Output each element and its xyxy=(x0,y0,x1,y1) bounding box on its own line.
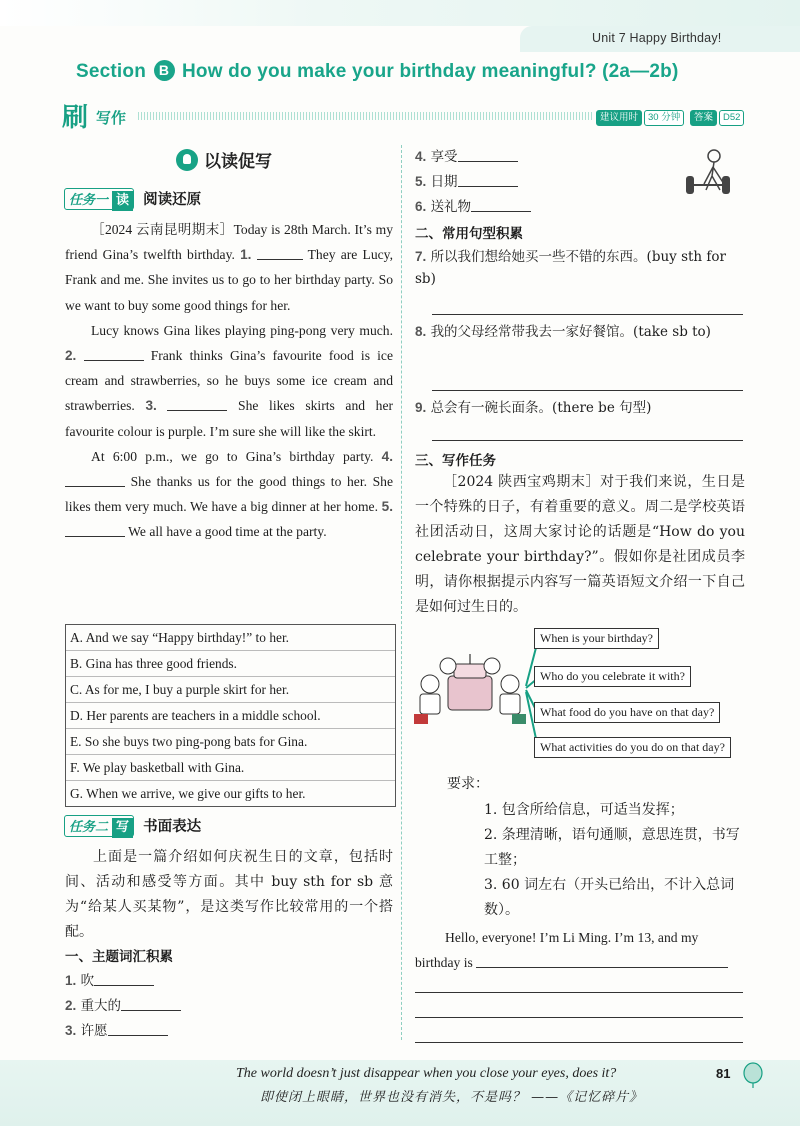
answer-blank[interactable] xyxy=(458,172,518,187)
section-question: How do you make your birthday meaningful? xyxy=(182,61,597,82)
answer-blank[interactable] xyxy=(121,996,181,1011)
requirements-heading: 要求： xyxy=(447,776,489,792)
column-divider xyxy=(401,145,402,1040)
option-item: G. When we arrive, we give our gifts to her. xyxy=(70,786,306,801)
section-letter-badge: B xyxy=(154,60,175,81)
sentence-heading: 二、常用句型积累 xyxy=(415,226,523,242)
task2-number: 任务二 xyxy=(69,820,109,835)
passage-paragraph-1 xyxy=(65,217,393,318)
task1-type: 读 xyxy=(112,191,133,211)
mind-map-question: What food do you have on that day? xyxy=(534,702,720,723)
brush-char: 刷 xyxy=(62,103,89,133)
mind-map-question: When is your birthday? xyxy=(534,628,659,649)
blank-number: 4. xyxy=(381,448,393,464)
item-number: 2. xyxy=(65,998,77,1013)
essay-line[interactable] xyxy=(415,1017,743,1018)
requirement-item: 2. 条理清晰，语句通顺，意思连贯，书写工整； xyxy=(484,827,740,868)
answer-line[interactable] xyxy=(432,440,743,441)
task2-type: 写 xyxy=(112,818,133,838)
item-number: 7. xyxy=(415,249,427,264)
task1-name: 阅读还原 xyxy=(143,191,202,208)
footer-quote-en: The world doesn’t just disappear when you close your eyes, does it? xyxy=(236,1066,617,1081)
item-text: 所以我们想给她买一些不错的东西。(buy sth for sb) xyxy=(415,249,726,287)
passage xyxy=(65,217,393,545)
item-number: 4. xyxy=(415,149,427,164)
read-heading-text: 以读促写 xyxy=(204,152,272,172)
option-item: F. We play basketball with Gina. xyxy=(66,755,395,781)
item-text: 日期 xyxy=(430,174,458,190)
answer-tag-label: 答案 xyxy=(690,110,717,126)
weightlifter-icon xyxy=(668,140,746,202)
option-item: C. As for me, I buy a purple skirt for her. xyxy=(66,677,395,703)
time-tag-label: 建议用时 xyxy=(596,110,642,126)
blank-line[interactable] xyxy=(65,522,125,537)
blank-line[interactable] xyxy=(257,245,303,260)
blank-line[interactable] xyxy=(84,346,144,361)
answer-blank[interactable] xyxy=(458,147,518,162)
option-item: B. Gina has three good friends. xyxy=(66,651,395,677)
blank-line[interactable] xyxy=(167,396,227,411)
passage-text: Lucy knows Gina likes playing ping-pong very much. xyxy=(91,322,393,338)
task2-name: 书面表达 xyxy=(143,818,202,835)
brush-label: 写作 xyxy=(96,109,127,127)
option-item: A. And we say “Happy birthday!” to her. xyxy=(66,625,395,651)
answer-blank[interactable] xyxy=(94,971,154,986)
mind-map-question: What activities do you do on that day? xyxy=(534,737,731,758)
item-number: 9. xyxy=(415,400,427,415)
option-item: D. Her parents are teachers in a middle school. xyxy=(66,703,395,729)
passage-text: She thanks us for the good things to her. She likes them very much. We have a big dinner at her home. xyxy=(65,474,393,515)
task1-header xyxy=(64,188,201,210)
vocab-item xyxy=(415,171,518,193)
mind-map-question: Who do you celebrate it with? xyxy=(534,666,691,687)
passage-text: We all have a good time at the party. xyxy=(128,524,327,540)
intro-text: 上面是一篇介绍如何庆祝生日的文章，包括时间、活动和感受等方面。其中 buy sth for sb 意为“给某人买某物”，是这类写作比较常用的一个搭配。 xyxy=(65,849,393,940)
blank-number: 5. xyxy=(381,499,393,515)
item-number: 5. xyxy=(415,174,427,189)
passage-text: At 6:00 p.m., we go to Gina’s birthday party. xyxy=(91,448,374,464)
answer-line[interactable] xyxy=(432,390,743,391)
item-number: 3. xyxy=(65,1023,77,1038)
drop-icon xyxy=(176,149,198,171)
item-text: 吹 xyxy=(80,973,95,989)
item-text: 许愿 xyxy=(80,1023,108,1039)
option-item: E. So she buys two ping-pong bats for Gina. xyxy=(66,729,395,755)
passage-text: Frank thinks Gina’s favourite food is ice cream and strawberries, so he buys some ice cream and strawberries. xyxy=(65,348,393,414)
item-text: 我的父母经常带我去一家好餐馆。(take sb to) xyxy=(430,324,711,340)
read-heading xyxy=(176,147,272,172)
writing-prompt xyxy=(415,470,745,620)
item-text: 享受 xyxy=(430,149,458,165)
answer-blank[interactable] xyxy=(108,1021,168,1036)
answer-line[interactable] xyxy=(432,314,743,315)
requirement-item: 1. 包含所给信息，可适当发挥； xyxy=(484,802,684,818)
vocab-item xyxy=(415,196,531,218)
passage-paragraph-2 xyxy=(65,318,393,444)
answer-tag-value: D52 xyxy=(719,110,744,126)
blank-number: 2. xyxy=(65,348,77,364)
item-number: 1. xyxy=(65,973,77,988)
item-number: 6. xyxy=(415,199,427,214)
essay-start xyxy=(415,925,745,975)
vocab-item xyxy=(65,1020,168,1042)
sentence-item xyxy=(415,246,745,290)
footer-quote-zh: 即使闭上眼睛，世界也没有消失，不是吗？ ——《记忆碎片》 xyxy=(260,1090,644,1105)
sentence-item xyxy=(415,321,745,343)
passage-paragraph-3 xyxy=(65,444,393,545)
vocab-item xyxy=(415,146,518,168)
task1-badge xyxy=(64,188,134,210)
page-number: 81 xyxy=(716,1066,731,1081)
essay-start-text: birthday is xyxy=(415,955,473,970)
essay-line[interactable] xyxy=(415,992,743,993)
blank-number: 3. xyxy=(145,398,157,414)
vocab-item xyxy=(65,995,181,1017)
task2-header xyxy=(64,815,201,837)
passage-text: Today is 28th March. It’s my friend Gina’s twelfth birthday. xyxy=(65,222,393,263)
essay-start-line: Hello, everyone! I’m Li Ming. I’m 13, and my xyxy=(445,930,699,945)
essay-start-line2 xyxy=(415,950,745,975)
passage-source: ［2024 云南昆明期末］ xyxy=(91,222,234,237)
unit-label: Unit 7 Happy Birthday! xyxy=(592,31,722,45)
sentence-item xyxy=(415,397,745,419)
vocab-heading: 一、主题词汇积累 xyxy=(65,949,173,965)
banner-divider xyxy=(138,112,593,120)
essay-blank[interactable] xyxy=(476,953,728,968)
requirement-item: 3. 60 词左右（开头已给出，不计入总词数）。 xyxy=(484,877,735,918)
section-prefix: Section xyxy=(76,61,147,82)
top-decoration xyxy=(0,0,800,26)
section-range: (2a—2b) xyxy=(602,61,679,82)
time-tag-value: 30 分钟 xyxy=(644,110,684,126)
options-box xyxy=(65,624,396,807)
item-number: 8. xyxy=(415,324,427,339)
essay-line[interactable] xyxy=(415,1042,743,1043)
passage-text: They are Lucy, Frank and me. She invites us to go to her birthday party. So we want to buy some good things for her. xyxy=(65,247,393,313)
answer-blank[interactable] xyxy=(471,197,531,212)
task2-badge xyxy=(64,815,134,837)
item-text: 重大的 xyxy=(80,998,122,1014)
prompt-source: ［2024 陕西宝鸡期末］ xyxy=(443,474,601,490)
birthday-party-illustration xyxy=(408,626,538,756)
item-text: 送礼物 xyxy=(430,199,472,215)
blank-number: 1. xyxy=(240,247,252,263)
task1-number: 任务一 xyxy=(69,193,109,208)
passage-text: She likes skirts and her favourite colour is purple. I’m sure she will like the skirt. xyxy=(65,398,394,439)
item-text: 总会有一碗长面条。(there be 句型) xyxy=(430,400,652,416)
section-title xyxy=(76,60,679,83)
blank-line[interactable] xyxy=(65,472,125,487)
writing-heading: 三、写作任务 xyxy=(415,453,496,469)
prompt-text: 对于我们来说，生日是一个特殊的日子，有着重要的意义。周二是学校英语社团活动日，这周大家讨论的话题是“How do you celebrate your birthday?”。假如你是社团成员李明，请你根据提示内容写一篇英语短文介绍一下自己是如何过生日的。 xyxy=(415,474,745,615)
vocab-item xyxy=(65,970,154,992)
balloon-icon xyxy=(740,1062,766,1088)
